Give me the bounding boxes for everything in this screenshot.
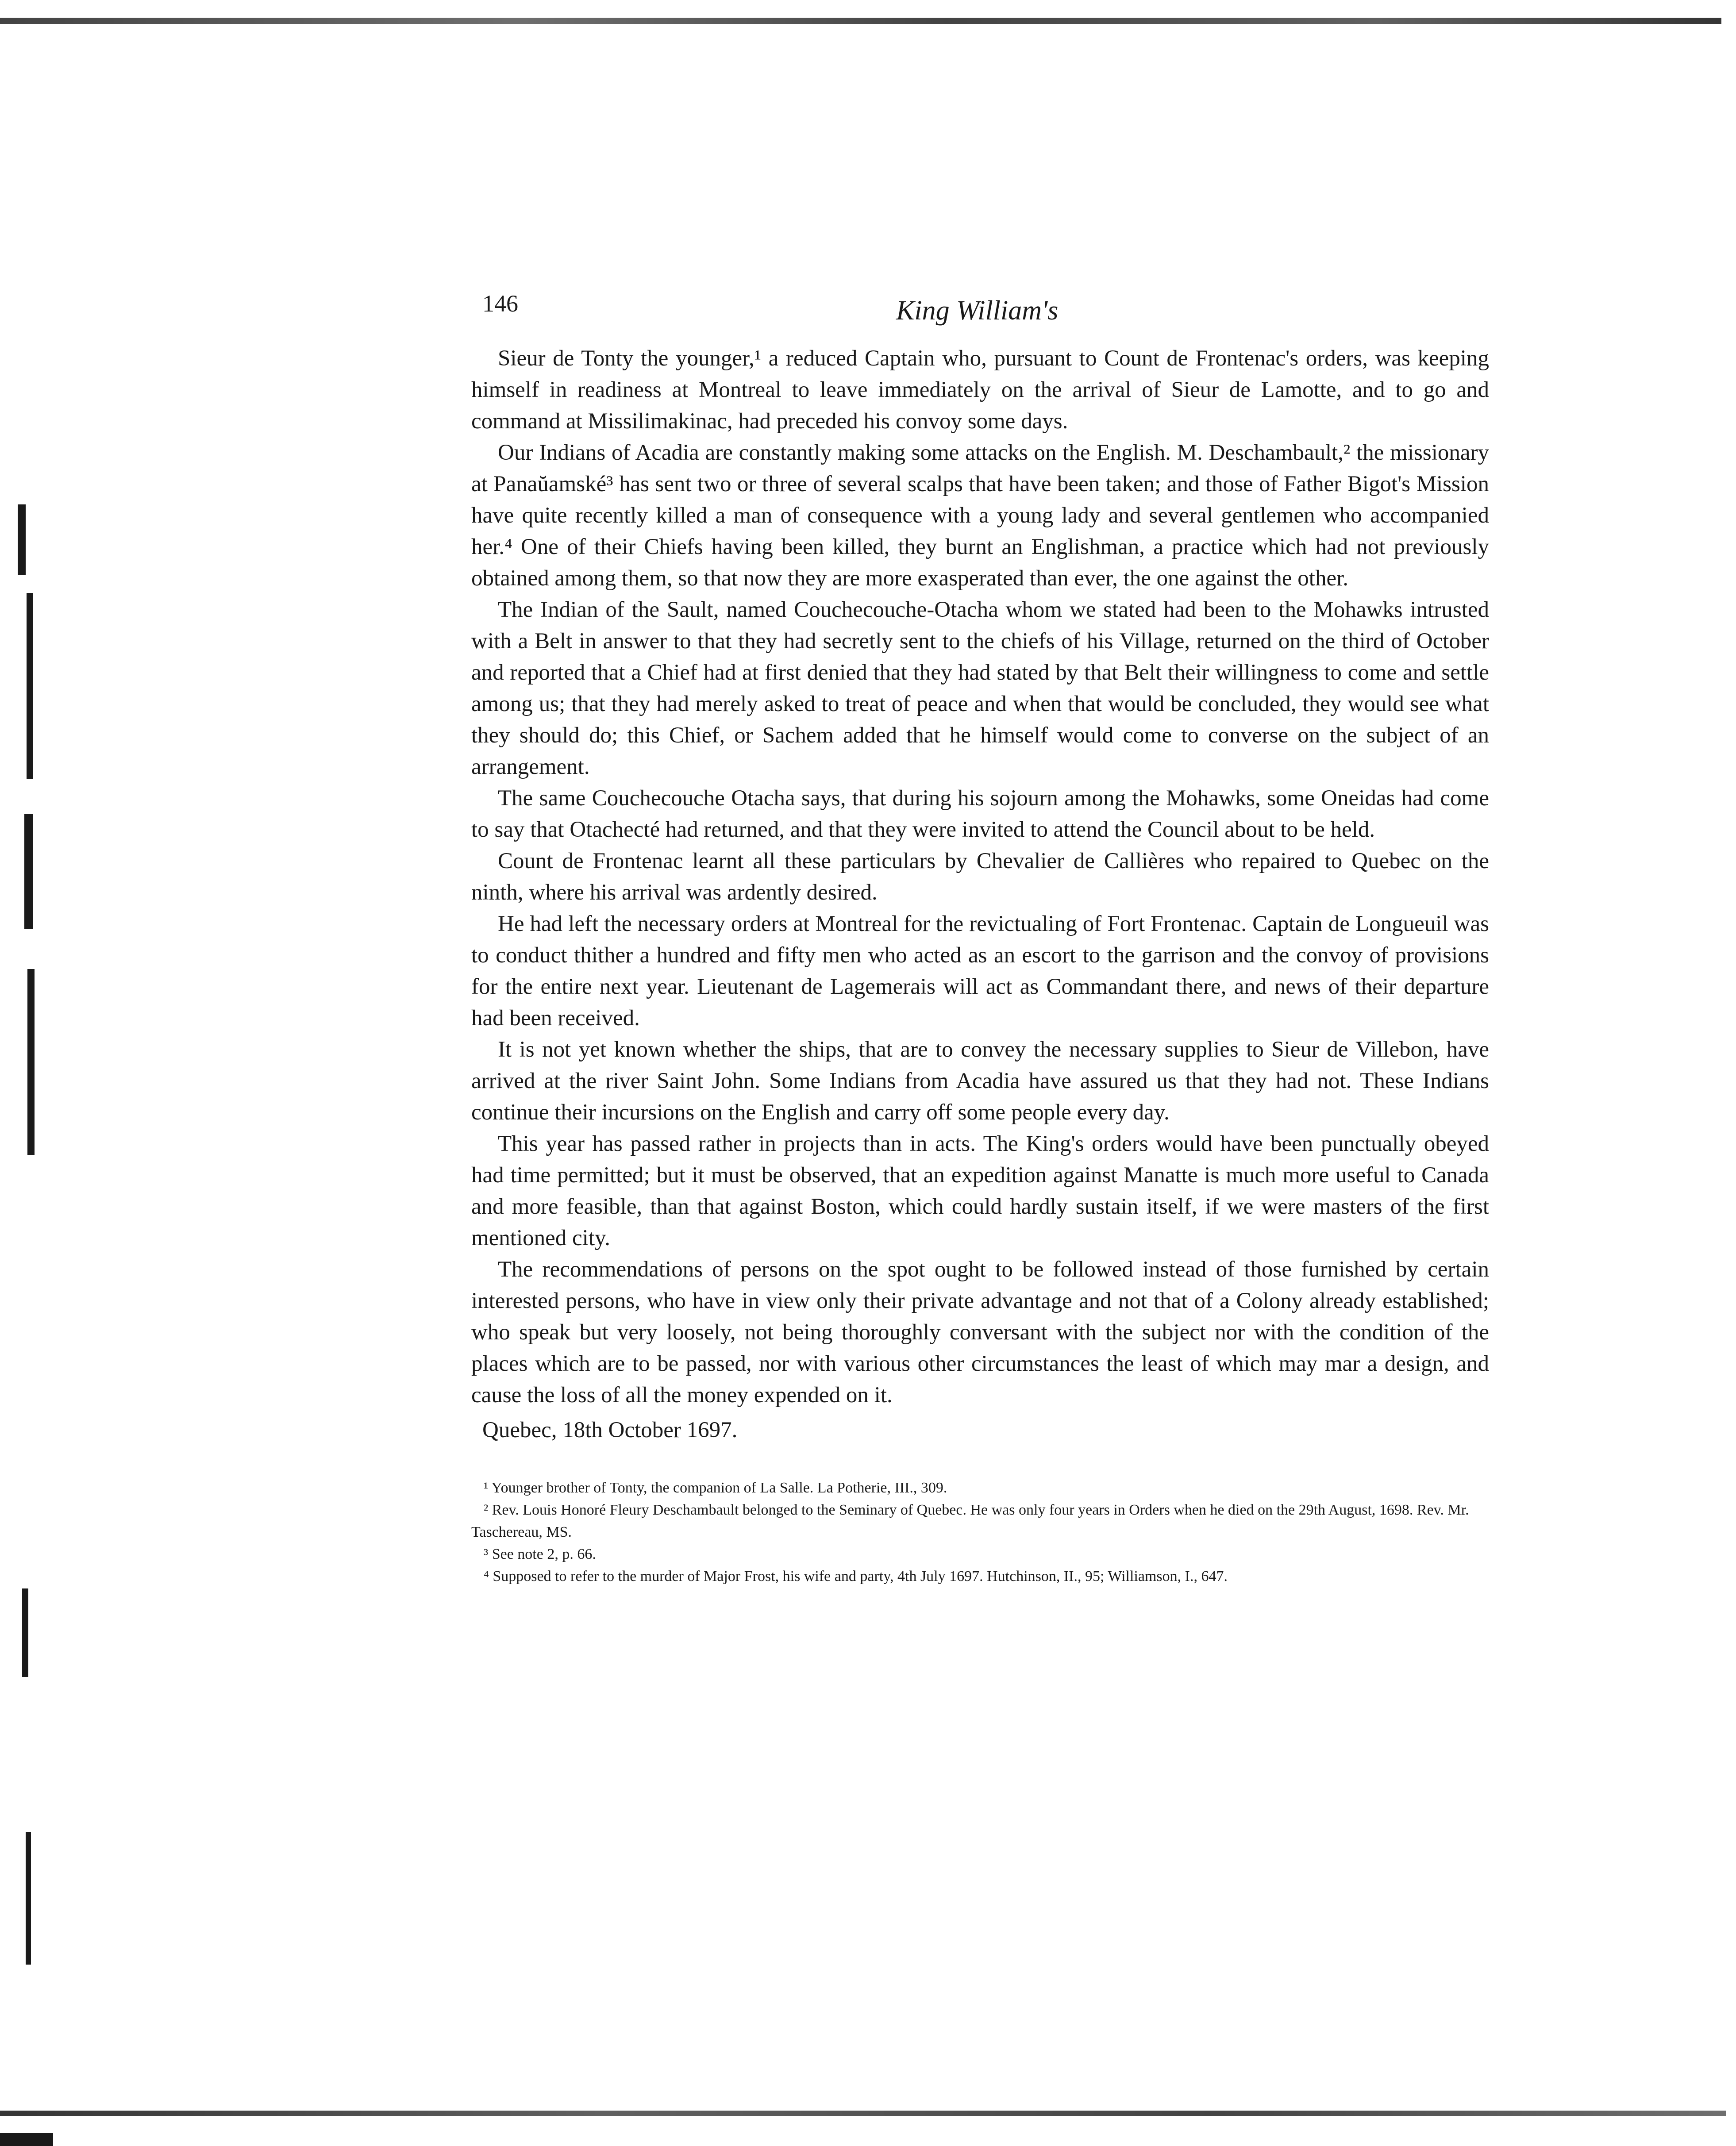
- body-text: [471, 343, 1489, 1446]
- running-title: King William's: [896, 296, 1059, 326]
- footnote: ² Rev. Louis Honoré Fleury Deschambault belonged to the Seminary of Quebec. He was only four years in Orders when he died on the 29th August, 1698. Rev. Mr. Taschereau, MS.: [471, 1502, 1469, 1540]
- footnote: ⁴ Supposed to refer to the murder of Major Frost, his wife and party, 4th July 1697. Hutchinson, II., 95; Williamson, I., 647.: [484, 1568, 1228, 1585]
- paragraph: Our Indians of Acadia are constantly making some attacks on the English. M. Deschambault,² the missionary at Panaŭamské³ has sent two or three of several scalps that have been taken; and those of Father Bigot's Mission have quite recently killed a man of consequence with a young lady and several gentlemen who accompanied her.⁴ One of their Chiefs having been killed, they burnt an Englishman, a practice which had not previously obtained among them, so that now they are more exasperated than ever, the one against the other.: [471, 440, 1489, 591]
- paragraph: Sieur de Tonty the younger,¹ a reduced Captain who, pursuant to Count de Frontenac's orders, was keeping himself in readiness at Montreal to leave immediately on the arrival of Sieur de Lamotte, and to go and command at Missilimakinac, had preceded his convoy some days.: [471, 346, 1489, 434]
- document-page: [471, 290, 1489, 1588]
- paragraph: It is not yet known whether the ships, that are to convey the necessary supplies to Sieur de Villebon, have arrived at the river Saint John. Some Indians from Acadia have assured us that they had not. These Indians continue their incursions on the English and carry off some people every day.: [471, 1037, 1489, 1125]
- footnotes: [471, 1477, 1489, 1588]
- page-header: [471, 290, 1489, 338]
- paragraph: He had left the necessary orders at Montreal for the revictualing of Fort Frontenac. Captain de Longueuil was to conduct thither a hundred and fifty men who acted as an escort to the garrison and the convoy of provisions for the entire next year. Lieutenant de Lagemerais will act as Commandant there, and news of their departure had been received.: [471, 911, 1489, 1031]
- paragraph: The Indian of the Sault, named Couchecouche-Otacha whom we stated had been to the Mohawks intrusted with a Belt in answer to that they had secretly sent to the chiefs of his Village, returned on the third of October and reported that a Chief had at first denied that they had stated by that Belt their willingness to come and settle among us; that they had merely asked to treat of peace and when that would be concluded, they would see what they should do; this Chief, or Sachem added that he himself would come to converse on the subject of an arrangement.: [471, 597, 1489, 779]
- paragraph: Count de Frontenac learnt all these particulars by Chevalier de Callières who repaired to Quebec on the ninth, where his arrival was ardently desired.: [471, 849, 1489, 905]
- paragraph: This year has passed rather in projects than in acts. The King's orders would have been punctually obeyed had time permitted; but it must be observed, that an expedition against Manatte is much more useful to Canada and more feasible, than that against Boston, which could hardly sustain itself, if we were masters of the first mentioned city.: [471, 1131, 1489, 1250]
- scan-edge-top: [0, 18, 1721, 24]
- scan-edge-left: [0, 62, 58, 2097]
- footnote: ³ See note 2, p. 66.: [484, 1546, 596, 1562]
- paragraph: The recommendations of persons on the spot ought to be followed instead of those furnished by certain interested persons, who have in view only their private advantage and not that of a Colony already established; who speak but very loosely, not being thoroughly conversant with the subject nor with the condition of the places which are to be passed, nor with various other circumstances the least of which may mar a design, and cause the loss of all the money expended on it.: [471, 1257, 1489, 1408]
- page-number: 146: [482, 290, 518, 317]
- scan-edge-bottom: [0, 2111, 1726, 2116]
- footnote: ¹ Younger brother of Tonty, the companion of La Salle. La Potherie, III., 309.: [484, 1480, 947, 1496]
- dateline: Quebec, 18th October 1697.: [482, 1418, 738, 1442]
- paragraph: The same Couchecouche Otacha says, that during his sojourn among the Mohawks, some Oneidas had come to say that Otachecté had returned, and that they were invited to attend the Council about to be held.: [471, 786, 1489, 842]
